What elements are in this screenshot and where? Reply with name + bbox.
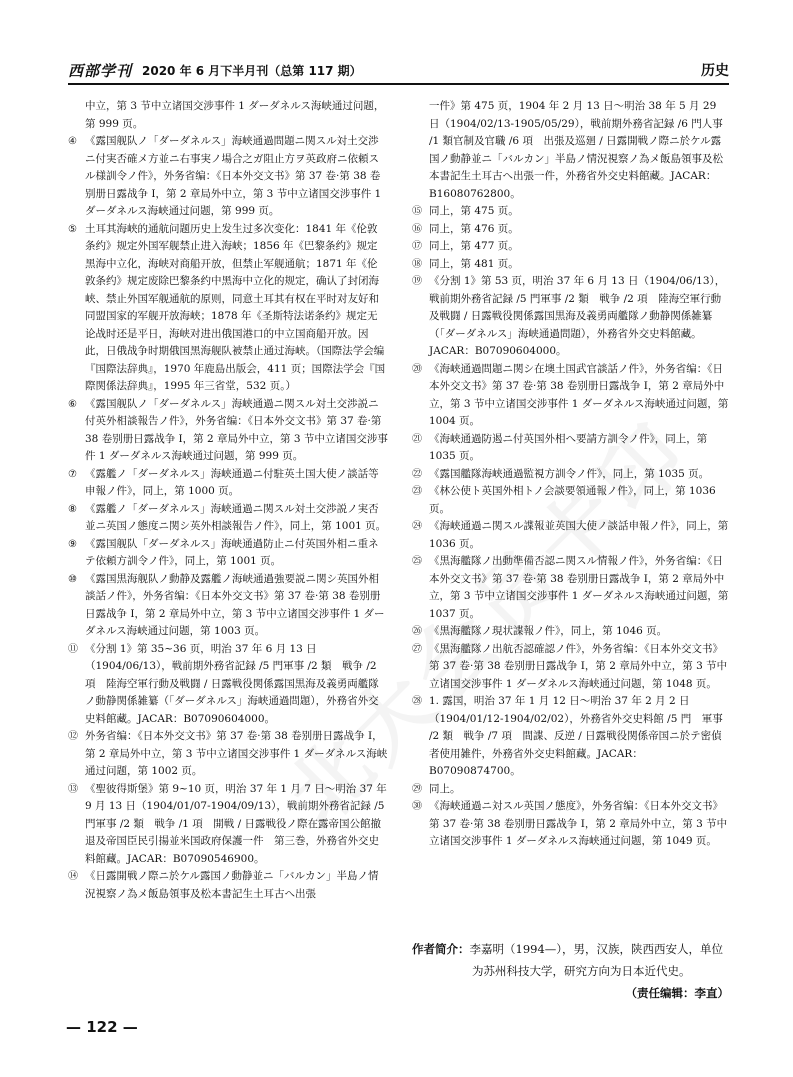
footnote-number: ⑱ (412, 258, 422, 270)
footnote (412, 623, 730, 641)
footnote-text: 同上，第 475 页。 (429, 205, 519, 217)
footnote (412, 98, 730, 203)
footnote-text: 1. 露国，明治 37 年 1 月 12 日～明治 37 年 2 月 2 日（1904/01/12-1904/02/02），外務省外交史料館 /5 門 軍事 /2 類 戦争 /7 項 間諜、反逆 / 日露戦役関係帝国ニ於テ密偵者使用雑件，外務省外交史料館藏。JACAR：B07090874700。 (429, 695, 723, 777)
footnote (68, 781, 388, 869)
footnote-text: 《露国艦隊海峡通過監視方訓令ノ件》，同上，第 1035 页。 (429, 467, 710, 480)
footnote-number: ⑭ (68, 871, 78, 882)
author-line1: 李嘉明（1994—），男，汉族，陕西西安人，单位 (469, 942, 724, 956)
footnote-number: ⑳ (412, 363, 422, 375)
footnote-text: 《林公使ト英国外相トノ会談要領通報ノ件》，同上，第 1036 页。 (429, 485, 716, 515)
footnote-number: ㉑ (412, 433, 422, 445)
footnote-text: 《分割 1》第 53 页，明治 37 年 6 月 13 日（1904/06/13），戦前期外務省記録 /5 門軍事 /2 類 戦争 /2 項 陸海空軍行動及戦闘 / 日露戦役関係露国黒海及義勇両艦隊ノ動静関係雑纂（「ダーダネルス」海峡通過問題），外務省外交史料館藏。JACAR：B07090604000。 (429, 275, 726, 357)
footnote-number: ⑦ (68, 468, 77, 480)
footnote (68, 868, 388, 903)
footnote (412, 466, 730, 484)
footnote-number: ⑫ (68, 731, 78, 742)
footnote-number: ⑧ (68, 503, 77, 515)
footnote-text: 同上。 (429, 782, 461, 795)
footnote-text: 《露国舰队「ダーダネルス」海峡通過防止ニ付英国外相ニ重ネテ依頼方訓令ノ件》，同上，第 1001 页。 (85, 537, 379, 567)
page-number: — 122 — (66, 1018, 138, 1036)
footnote-number: ⑥ (68, 398, 77, 410)
footnote (412, 203, 730, 221)
footnote (68, 536, 388, 571)
footnote-number: ㉕ (412, 556, 422, 567)
footnote-text: 《黒海艦隊ノ現状諜報ノ件》，同上，第 1046 页。 (429, 625, 668, 637)
footnote (68, 728, 388, 781)
footnote-text: 同上，第 476 页。 (429, 222, 519, 235)
footnote (412, 431, 730, 466)
footnote-text: 《露国舰队ノ「ダーダネルス」海峡通過問題ニ関スル対土交渉ニ付実否確メ方並ニ右事実ノ場合之ガ阻止方ヲ英政府ニ依頼スル様訓令ノ件》，外务省编：《日本外交文书》第 37 卷·第 38 卷别册日露战争 I，第 2 章局外中立，第 3 节中立诸国交涉事件 1 ダーダネルス海峡通过问题，第 999 页。 (85, 135, 382, 217)
footnote-text: 同上，第 477 页。 (429, 240, 519, 252)
footnote-number: ㉖ (412, 626, 422, 637)
footnote-text: 中立，第 3 节中立诸国交涉事件 1 ダーダネルス海峡通过问题，第 999 页。 (85, 100, 385, 130)
footnote-number: ⑰ (412, 241, 422, 252)
footnote (412, 483, 730, 518)
footnote (68, 133, 388, 221)
footnote (412, 553, 730, 623)
footnote-number: ⑮ (412, 206, 422, 217)
footnote-number: ⑨ (68, 538, 77, 550)
author-bio (412, 938, 732, 982)
page-header (68, 60, 729, 82)
author-label: 作者简介： (412, 942, 470, 956)
footnote-text: 《海峡通過ニ対スル英国ノ態度》，外务省编：《日本外交文书》第 37 卷·第 38 卷别册日露战争 I，第 2 章局外中立，第 3 节中立诸国交涉事件 1 ダーダネルス海峡通过问题，第 1049 页。 (429, 800, 728, 847)
right-notes-column (412, 98, 730, 851)
footnote (412, 361, 730, 431)
footnote-text: 《日露開戦ノ際ニ於ケル露国ノ動静並ニ「バルカン」半島ノ情況視察ノ為メ飯島領事及松本書記生土耳古へ出張 (85, 870, 379, 900)
footnote-text: 《分割 1》第 35~36 页，明治 37 年 6 月 13 日（1904/06/13），戦前期外務省記録 /5 門軍事 /2 類 戦争 /2 項 陸海空軍行動及戦闘 / 日露戦役関係露国黒海及義勇両艦隊ノ動静関係雑纂（「ダーダネルス」海峡通過問題），外務省外交史料館藏。JACAR：B07090604000。 (85, 642, 379, 725)
footnote (412, 641, 730, 694)
footnote-text: 一件》第 475 页，1904 年 2 月 13 日～明治 38 年 5 月 29 日（1904/02/13-1905/05/29），戦前期外務省記録 /6 門人事 /1 類官制及官職 /6 項 出張及巡廻 / 日露開戦ノ際ニ於ケル露国ノ動静並ニ「バルカン」半島ノ情況視察ノ為メ飯島領事及松本書記生土耳古へ出張一件，外務省外交史料館藏。JACAR：B16080762800。 (429, 100, 723, 200)
footnote-text: 《露艦ノ「ダーダネルス」海峡通過ニ関スル対土交渉説ノ実否並ニ英国ノ態度ニ関シ英外相談報告ノ件》，同上，第 1001 页。 (85, 502, 387, 532)
footnote-text: 外务省编：《日本外交文书》第 37 卷·第 38 卷别册日露战争 I，第 2 章局外中立，第 3 节中立诸国交涉事件 1 ダーダネルス海峡通过问题，第 1002 页。 (85, 730, 388, 777)
footnote-text: 同上，第 481 页。 (429, 257, 519, 270)
footnote-number: ⑩ (68, 573, 77, 585)
left-notes-column (68, 98, 388, 903)
footnote-text: 《聖彼得斯堡》第 9~10 页，明治 37 年 1 月 7 日～明治 37 年 9 月 13 日（1904/01/07-1904/09/13），戦前期外務省記録 /5 門軍事 /2 類 戦争 /1 項 開戦 / 日露戦役ノ際在露帝国公館撤退及帝国臣民引揚並米国政府保護一件 第三巻，外務省外交史料館藏。JACAR：B07090546900。 (85, 782, 387, 865)
footnote (68, 641, 388, 729)
footnote-number: ⑪ (68, 643, 78, 655)
footnote (412, 256, 730, 274)
journal-logo: 西部学刊 (68, 62, 133, 80)
footnote (412, 273, 730, 361)
section-label: 历史 (701, 63, 729, 79)
footnote (68, 396, 388, 466)
author-line2: 为苏州科技大学，研究方向为日本近代史。 (472, 964, 691, 978)
footnote-text: 土耳其海峡的通航问题历史上发生过多次变化：1841 年《伦敦条约》规定外国军舰禁止进入海峡；1856 年《巴黎条约》规定黑海中立化，海峡对商船开放，但禁止军舰通航；1871 年《伦敦条约》规定废除巴黎条约中黑海中立化的规定，确认了封闭海峡、禁止外国军舰通航的原则，同意土耳其有权在平时对友好和同盟国家的军舰开放海峡；1878 年《圣斯特法诺条约》规定无论战时还是平日，海峡对进出俄国港口的中立国商船开放。因此，日俄战争时期俄国黑海舰队被禁止通过海峡。（国際法学会编『国際法辞典』，1970 年鹿島出版会，411 页；国際法学会『国際関係法辞典』，1995 年三省堂，532 页。） (85, 222, 386, 392)
footnote (68, 501, 388, 536)
footnote-text: 《露艦ノ「ダーダネルス」海峡通過ニ付駐英土国大使ノ談話等申報ノ件》，同上，第 1000 页。 (85, 467, 379, 497)
footnote-text: 《露国黒海舰队ノ動静及露艦ノ海峡通過強要説ニ関シ英国外相談話ノ件》，外务省编：《日本外交文书》第 37 卷·第 38 卷别册日露战争 I，第 2 章局外中立，第 3 节中立诸国交涉事件 1 ダーダネルス海峡通过问题，第 1003 页。 (85, 572, 385, 637)
footnote-number: ⑲ (412, 276, 422, 287)
footnote (412, 693, 730, 781)
editor-credit: （责任编辑：李直） (625, 986, 729, 1000)
footnote (412, 518, 730, 553)
footnote (68, 466, 388, 501)
header-rule (68, 83, 729, 85)
footnote-number: ㉙ (412, 783, 422, 795)
footnote (68, 221, 388, 396)
footnote (68, 571, 388, 641)
footnote (412, 781, 730, 799)
footnote-number: ㉘ (412, 696, 422, 707)
footnote-number: ④ (68, 136, 77, 147)
footnote (68, 98, 388, 133)
footnote-number: ㉚ (412, 801, 422, 812)
footnote-number: ㉒ (412, 468, 422, 480)
footnote-number: ㉗ (412, 643, 422, 655)
footnote-number: ⑤ (68, 223, 77, 235)
footnote-number: ⑯ (412, 223, 422, 235)
issue-info: 2020 年 6 月下半月刊（总第 117 期） (142, 64, 362, 78)
footnote (412, 798, 730, 851)
footnote-text: 《海峡通過ニ関スル諜報並英国大使ノ談話申報ノ件》，同上，第 1036 页。 (429, 520, 729, 550)
footnote-text: 《露国舰队ノ「ダーダネルス」海峡通過ニ関スル対土交渉説ニ付英外相談報告ノ件》，外务省编：《日本外交文书》第 37 卷·第 38 卷别册日露战争 I，第 2 章局外中立，第 3 节中立诸国交涉事件 1 ダーダネルス海峡通过问题，第 999 页。 (85, 397, 388, 462)
footnote (412, 221, 730, 239)
footnote-number: ㉔ (412, 521, 422, 532)
footnote-number: ㉓ (412, 486, 422, 497)
footnote-text: 《海峡通過防遏ニ付英国外相へ要請方訓令ノ件》，同上，第 1035 页。 (429, 432, 708, 462)
footnote-text: 《黒海艦隊ノ出動準備否認ニ関スル情報ノ件》，外务省编：《日本外交文书》第 37 卷·第 38 卷别册日露战争 I，第 2 章局外中立，第 3 节中立诸国交涉事件 1 ダーダネルス海峡通过问题，第 1037 页。 (429, 555, 729, 620)
footnote-text: 《黒海艦隊ノ出航否認確認ノ件》，外务省编：《日本外交文书》第 37 卷·第 38 卷别册日露战争 I，第 2 章局外中立，第 3 节中立诸国交涉事件 1 ダーダネルス海峡通过问题，第 1048 页。 (429, 642, 728, 690)
footnote-text: 《海峡通過問題ニ関シ在墺土国武官談話ノ件》，外务省编：《日本外交文书》第 37 卷·第 38 卷别册日露战争 I，第 2 章局外中立，第 3 节中立诸国交涉事件 1 ダーダネルス海峡通过问题，第 1004 页。 (429, 362, 729, 427)
footnote (412, 238, 730, 256)
footnote-number: ⑬ (68, 783, 78, 795)
